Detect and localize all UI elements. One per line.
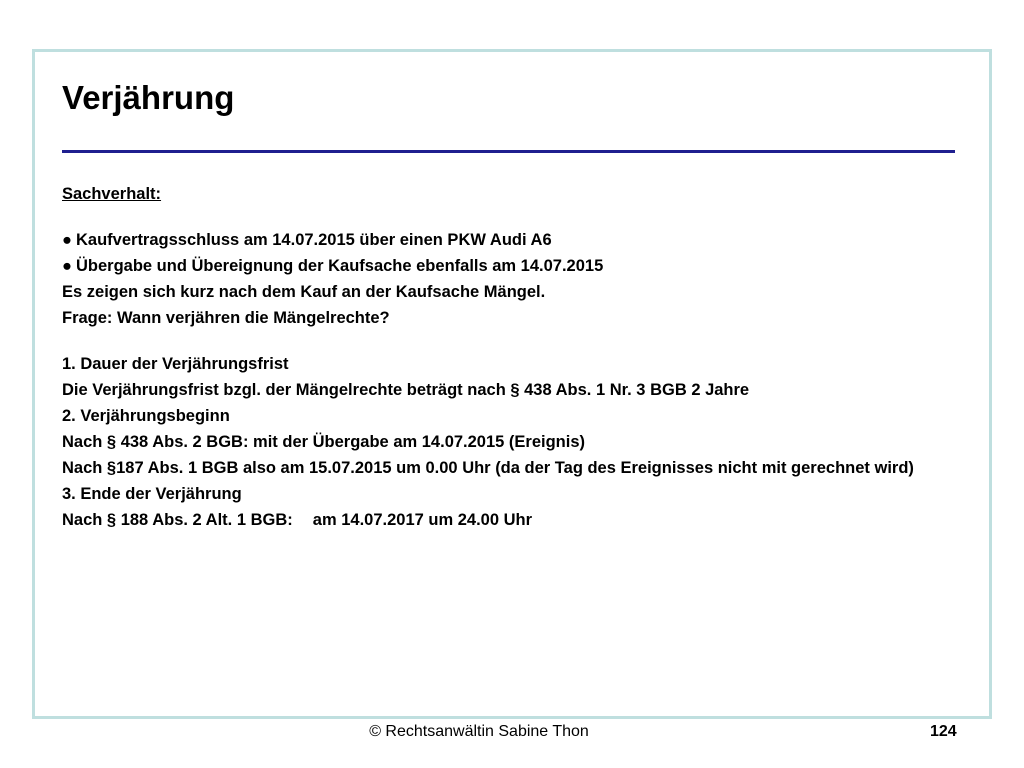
statement-text: Es zeigen sich kurz nach dem Kauf an der Kaufsache Mängel. bbox=[62, 283, 546, 301]
spacer bbox=[62, 333, 942, 353]
step-heading-duration: 1. Dauer der Verjährungsfrist bbox=[62, 355, 289, 373]
bullet-icon: ● bbox=[62, 257, 72, 275]
page-number: 124 bbox=[930, 723, 957, 740]
slide-title: Verjährung bbox=[62, 79, 235, 116]
end-rule-value: am 14.07.2017 um 24.00 Uhr bbox=[312, 511, 533, 529]
step-text-start-calculation: Nach §187 Abs. 1 BGB also am 15.07.2015 um 0.00 Uhr (da der Tag des Ereignisses nicht mit gerechnet wird) bbox=[62, 459, 914, 477]
step-text-duration: Die Verjährungsfrist bzgl. der Mängelrechte beträgt nach § 438 Abs. 1 Nr. 3 BGB 2 Jahre bbox=[62, 381, 750, 399]
step-heading-end: 3. Ende der Verjährung bbox=[62, 485, 242, 503]
fact-text: Übergabe und Übereignung der Kaufsache ebenfalls am 14.07.2015 bbox=[76, 257, 604, 275]
step-heading-start: 2. Verjährungsbeginn bbox=[62, 407, 230, 425]
step-text-start-event: Nach § 438 Abs. 2 BGB: mit der Übergabe am 14.07.2015 (Ereignis) bbox=[62, 433, 586, 451]
fact-item bbox=[62, 229, 942, 251]
slide-body bbox=[62, 183, 942, 535]
end-rule-line bbox=[62, 509, 942, 531]
fact-text: Kaufvertragsschluss am 14.07.2015 über einen PKW Audi A6 bbox=[76, 231, 552, 249]
footer-copyright: © Rechtsanwältin Sabine Thon bbox=[369, 723, 589, 740]
spacer bbox=[62, 209, 942, 229]
slide-footer bbox=[0, 721, 1024, 743]
bullet-icon: ● bbox=[62, 231, 72, 249]
question-text: Frage: Wann verjähren die Mängelrechte? bbox=[62, 309, 390, 327]
end-rule-label: Nach § 188 Abs. 2 Alt. 1 BGB: bbox=[62, 511, 293, 529]
title-underline-rule bbox=[62, 150, 955, 153]
fact-item bbox=[62, 255, 942, 277]
section-heading: Sachverhalt: bbox=[62, 185, 162, 203]
